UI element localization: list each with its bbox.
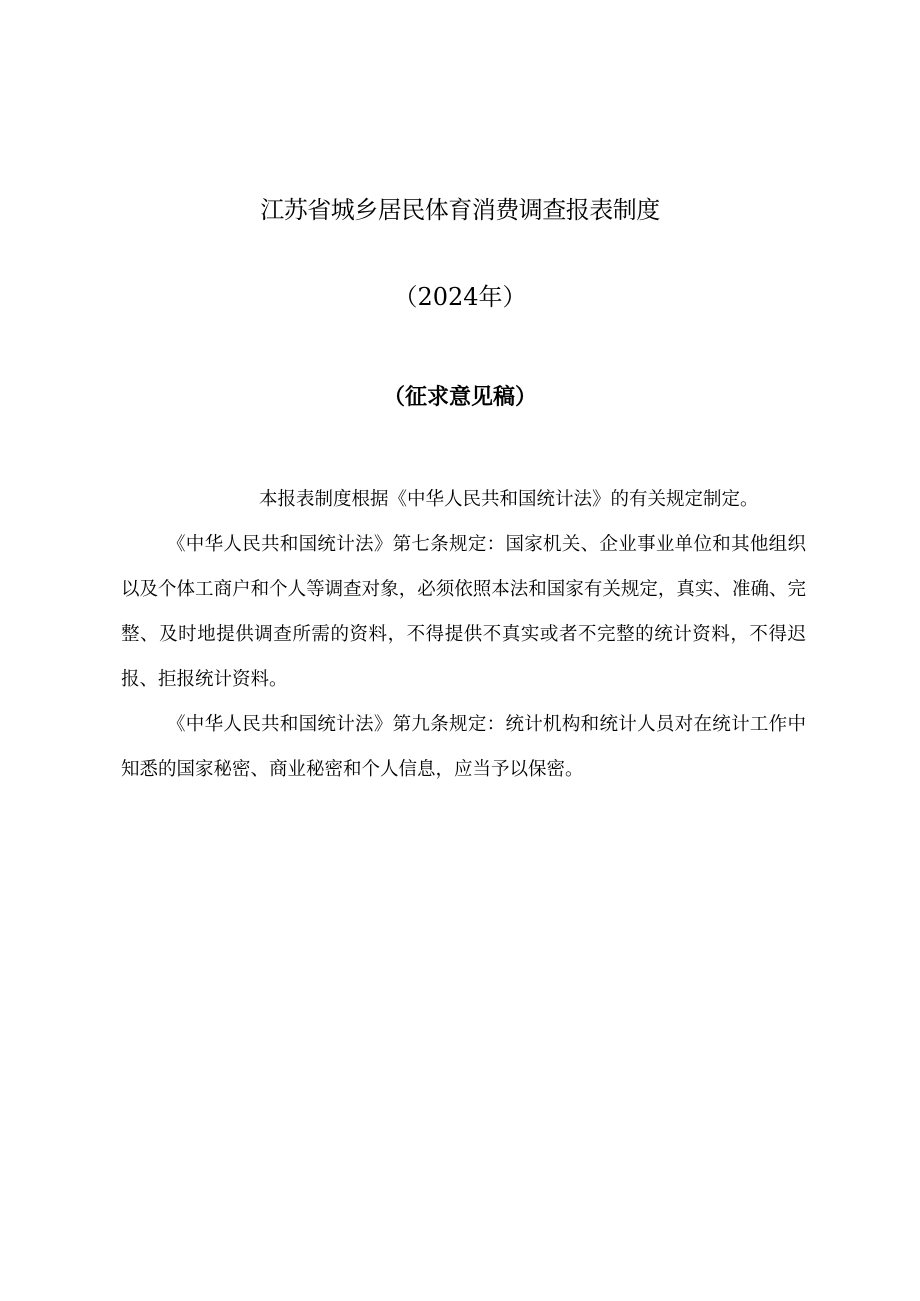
document-title: 江苏省城乡居民体育消费调查报表制度 bbox=[260, 196, 660, 224]
paragraph-article-nine: 《中华人民共和国统计法》第九条规定：统计机构和统计人员对在统计工作中知悉的国家秘密、商业秘密和个人信息，应当予以保密。 bbox=[121, 714, 806, 780]
paragraph-article-seven: 《中华人民共和国统计法》第七条规定：国家机关、企业事业单位和其他组织以及个体工商户和个人等调查对象，必须依照本法和国家有关规定，真实、准确、完整、及时地提供调查所需的资料，不得提供不真实或者不完整的统计资料，不得迟报、拒报统计资料。 bbox=[121, 534, 806, 690]
paragraph-basis: 本报表制度根据《中华人民共和国统计法》的有关规定制定。 bbox=[259, 489, 759, 510]
draft-label: （征求意见稿） bbox=[382, 385, 537, 410]
document-year: （2024年） bbox=[393, 283, 527, 311]
